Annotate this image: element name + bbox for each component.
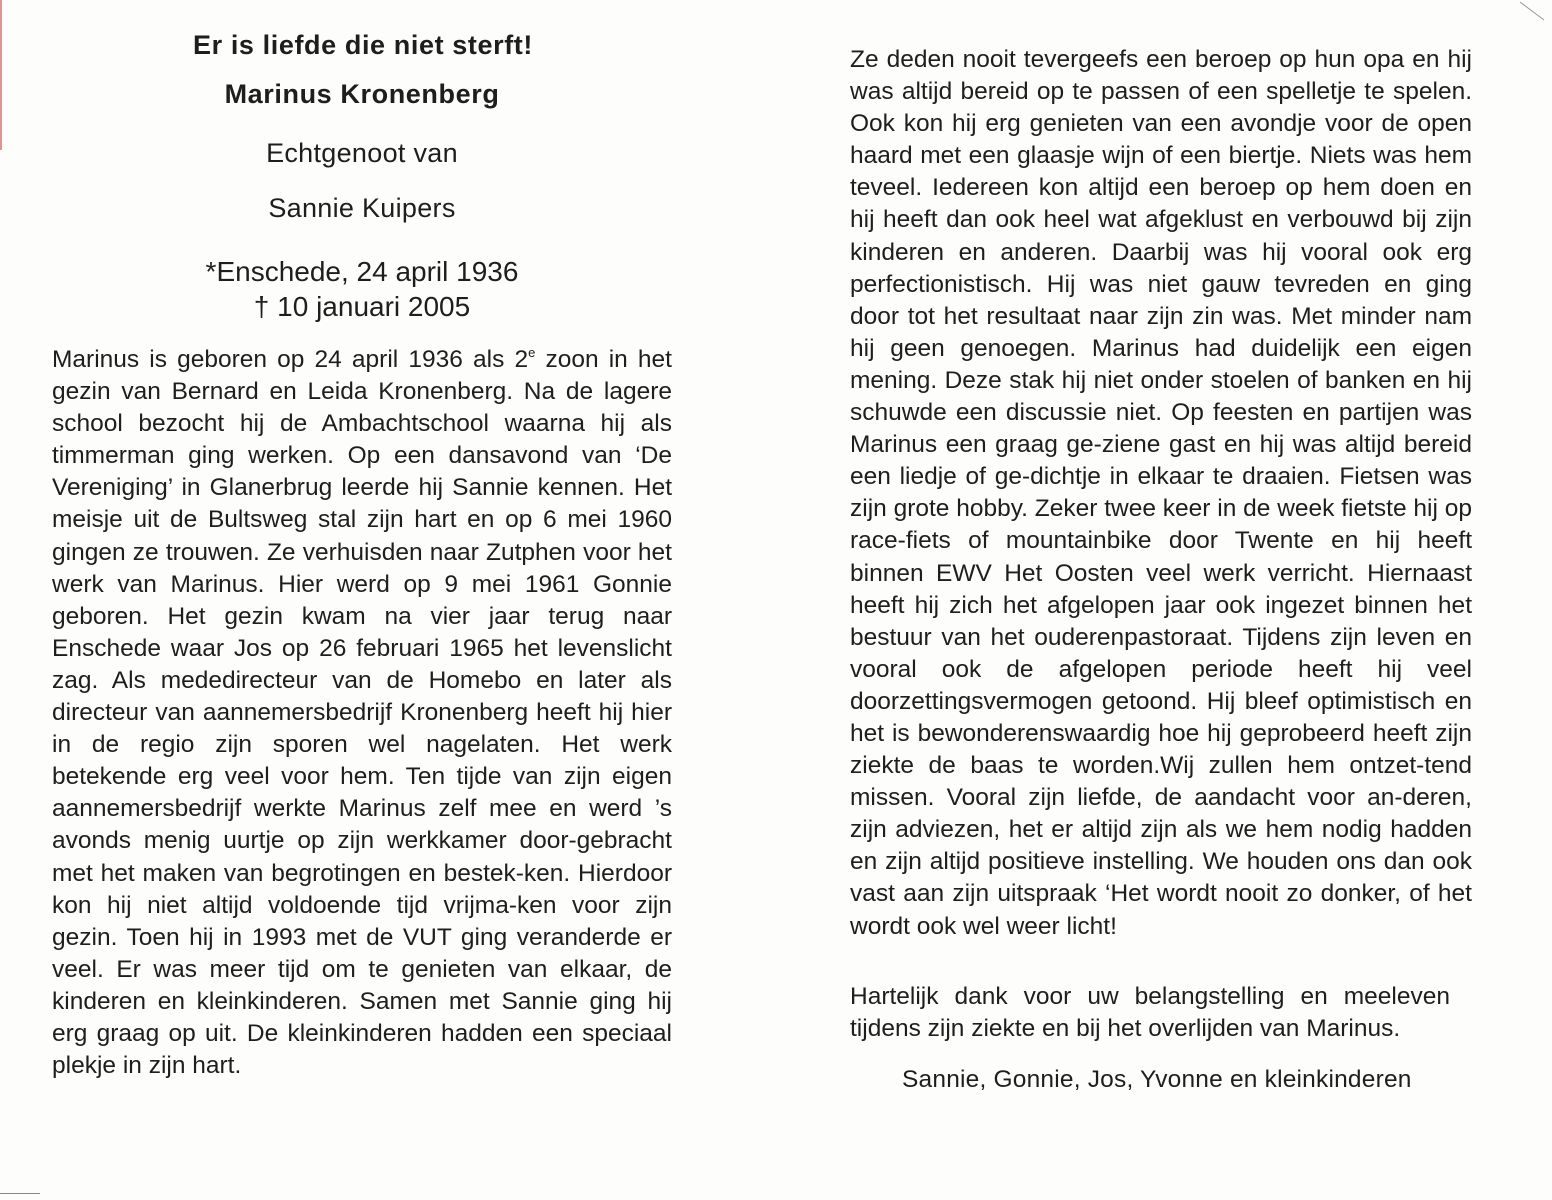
motto-heading: Er is liefde die niet sterft! xyxy=(193,30,533,60)
biography-intro: Marinus is geboren op 24 april 1936 als 2 xyxy=(52,346,529,373)
death-date: † 10 januari 2005 xyxy=(253,291,471,322)
continuation-paragraph: Ze deden nooit tevergeefs een beroep op hun opa en hij was altijd bereid op te passen of een spelletje te spelen. Ook kon hij erg genieten van een avondje voor de open haard met een glaasje wijn of een biertje. Niets was hem teveel. Iedereen kon altijd een beroep op hem doen en hij heeft dan ook heel wat afgeklust en verbouwd bij zijn kinderen en anderen. Daarbij was hij vooral ook erg perfectionistisch. Hij was niet gauw tevreden en ging door tot het resultaat naar zijn zin was. Met minder nam hij geen genoegen. Marinus had duidelijk een eigen mening. Deze stak hij niet onder stoelen of banken en hij schuwde een discussie niet. Op feesten en partijen was Marinus een graag ge-ziene gast en hij was altijd bereid een liedje of ge-dichtje in elkaar te draaien. Fietsen was zijn grote hobby. Zeker twee keer in de week fietste hij op race-fiets of mountainbike door Twente en hij heeft binnen EWV Het Oosten veel werk verricht. Hiernaast heeft hij zich het afgelopen jaar ook ingezet binnen het bestuur van het ouderenpastoraat. Tijdens zijn leven en vooral ook de afgelopen periode heeft hij veel doorzettingsvermogen getoond. Hij bleef optimistisch en het is bewonderenswaardig hoe hij geprobeerd heeft zijn ziekte de baas te worden.Wij zullen hem ontzet-tend missen. Vooral zijn liefde, de aandacht voor an-deren, zijn adviezen, het er altijd zijn als we hem nodig hadden en zijn altijd positieve instelling. We houden ons dan ook vast aan zijn uitspraak ‘Het wordt nooit zo donker, of het wordt ook wel weer licht! xyxy=(850,46,1472,940)
scan-corner-mark xyxy=(1516,0,1546,24)
biography-text xyxy=(52,344,672,1082)
family-signature: Sannie, Gonnie, Jos, Yvonne en kleinkinderen xyxy=(902,1065,1412,1093)
scan-edge-mark xyxy=(0,0,5,150)
biography-continuation xyxy=(850,44,1472,943)
biography-body: zoon in het gezin van Bernard en Leida Kronenberg. Na de lagere school bezocht hij de Ambachtschool waarna hij als timmerman ging werken. Op een dansavond van ‘De Vereniging’ in Glanerbrug leerde hij Sannie kennen. Het meisje uit de Bultsweg stal zijn hart en op 6 mei 1960 gingen ze trouwen. Ze verhuisden naar Zutphen voor het werk van Marinus. Hier werd op 9 mei 1961 Gonnie geboren. Het gezin kwam na vier jaar terug naar Enschede waar Jos op 26 februari 1965 het levenslicht zag. Als mededirecteur van de Homebo en later als directeur van aannemersbedrijf Kronenberg heeft hij hier in de regio zijn sporen wel nagelaten. Het werk betekende erg veel voor hem. Ten tijde van zijn eigen aannemersbedrijf werkte Marinus zelf mee en werd ’s avonds menig uurtje op zijn werkkamer door-gebracht met het maken van begrotingen en bestek-ken. Hierdoor kon hij niet altijd voldoende tijd vrijma-ken voor zijn gezin. Toen hij in 1993 met de VUT ging veranderde er veel. Er was meer tijd om te genieten van elkaar, de kinderen en kleinkinderen. Samen met Sannie ging hij erg graag op uit. De kleinkinderen hadden een speciaal plekje in zijn hart. xyxy=(52,346,672,1080)
deceased-name: Marinus Kronenberg xyxy=(224,79,500,109)
scan-edge-line xyxy=(0,1193,40,1194)
left-panel xyxy=(52,30,672,1082)
spouse-label: Echtgenoot van xyxy=(266,138,458,168)
biography-paragraph xyxy=(52,344,672,1082)
birth-date: *Enschede, 24 april 1936 xyxy=(205,256,519,287)
right-panel xyxy=(850,44,1472,1094)
ordinal-superscript: e xyxy=(528,345,536,360)
thanks-message: Hartelijk dank voor uw belangstelling en meeleven tijdens zijn ziekte en bij het overlijden van Marinus. xyxy=(850,982,1450,1043)
spouse-name: Sannie Kuipers xyxy=(268,193,456,223)
life-dates xyxy=(52,254,672,324)
